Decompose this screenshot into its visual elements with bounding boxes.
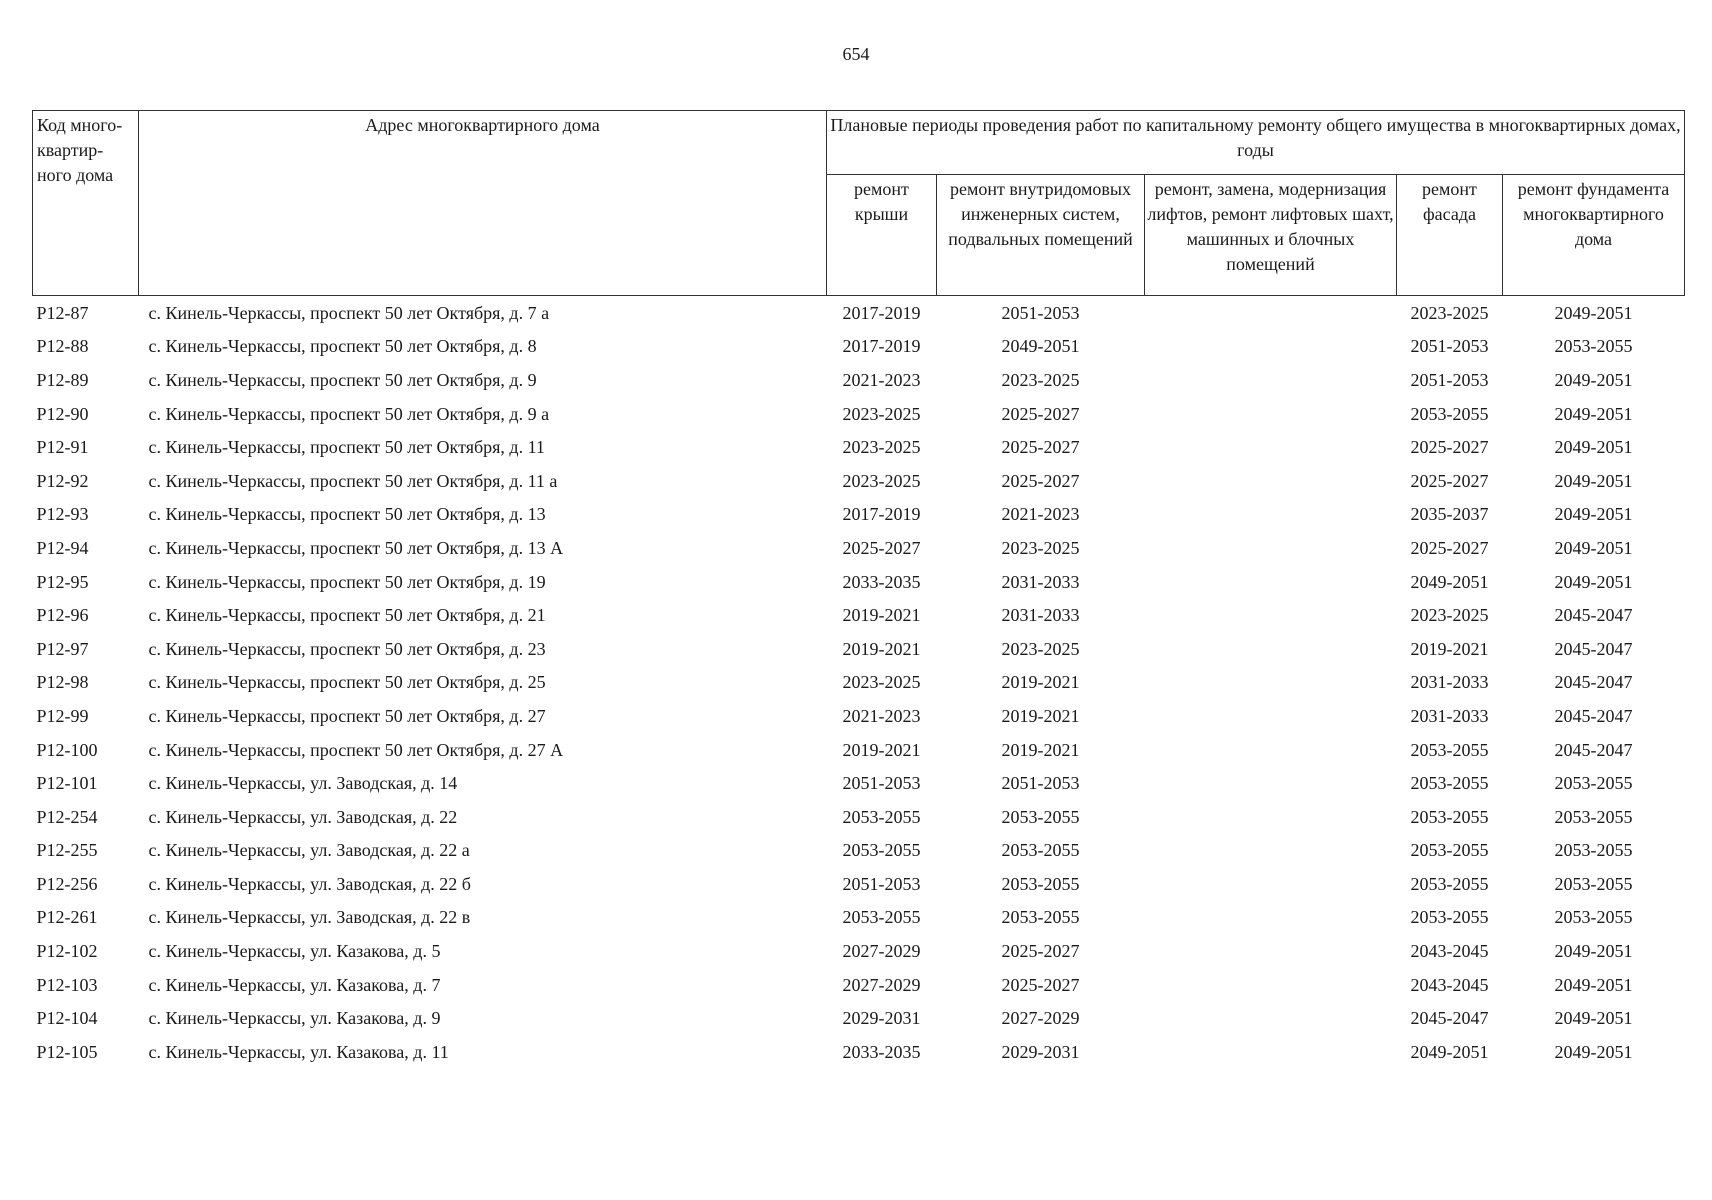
address-cell: с. Кинель-Черкассы, проспект 50 лет Октября, д. 8: [148, 336, 537, 357]
address-cell: с. Кинель-Черкассы, проспект 50 лет Октября, д. 23: [148, 638, 546, 659]
roof-period-cell: 2053-2055: [842, 907, 921, 928]
engineering-period-cell: 2025-2027: [1001, 437, 1080, 458]
house-code-cell: Р12-93: [36, 504, 89, 525]
address-cell: с. Кинель-Черкассы, проспект 50 лет Октября, д. 9: [148, 369, 537, 390]
table-body: [33, 296, 1685, 1069]
lift-period-cell: [1145, 934, 1397, 968]
engineering-period-cell: 2053-2055: [1001, 840, 1080, 861]
lift-period-cell: [1145, 1001, 1397, 1035]
address-cell: с. Кинель-Черкассы, проспект 50 лет Октября, д. 11 а: [148, 470, 558, 491]
table-row: [33, 330, 1685, 364]
facade-period-cell: 2019-2021: [1410, 638, 1489, 659]
engineering-period-cell: 2049-2051: [1001, 336, 1080, 357]
roof-period-cell: 2017-2019: [842, 336, 921, 357]
engineering-period-cell: 2051-2053: [1001, 773, 1080, 794]
table-row: [33, 1001, 1685, 1035]
address-cell: с. Кинель-Черкассы, ул. Заводская, д. 22: [148, 806, 458, 827]
roof-period-cell: 2023-2025: [842, 437, 921, 458]
house-code-cell: Р12-92: [36, 470, 89, 491]
facade-period-cell: 2053-2055: [1410, 739, 1489, 760]
engineering-period-cell: 2025-2027: [1001, 403, 1080, 424]
table-row: [33, 363, 1685, 397]
roof-period-cell: 2051-2053: [842, 773, 921, 794]
house-code-cell: Р12-87: [36, 302, 89, 323]
engineering-period-cell: 2053-2055: [1001, 907, 1080, 928]
roof-period-cell: 2023-2025: [842, 470, 921, 491]
address-cell: с. Кинель-Черкассы, ул. Заводская, д. 22 а: [148, 840, 470, 861]
address-cell: с. Кинель-Черкассы, ул. Заводская, д. 22 б: [148, 873, 471, 894]
facade-period-cell: 2025-2027: [1410, 437, 1489, 458]
facade-period-cell: 2035-2037: [1410, 504, 1489, 525]
foundation-period-cell: 2049-2051: [1554, 369, 1633, 390]
house-code-cell: Р12-88: [36, 336, 89, 357]
engineering-period-cell: 2053-2055: [1001, 873, 1080, 894]
facade-period-cell: 2053-2055: [1410, 773, 1489, 794]
roof-period-cell: 2053-2055: [842, 840, 921, 861]
table-row: [33, 531, 1685, 565]
lift-period-cell: [1145, 296, 1397, 330]
address-cell: с. Кинель-Черкассы, проспект 50 лет Октября, д. 27 А: [148, 739, 564, 760]
header-foundation-repair: ремонт фундамента многоквартирного дома: [1503, 174, 1685, 295]
engineering-period-cell: 2019-2021: [1001, 705, 1080, 726]
house-code-cell: Р12-89: [36, 369, 89, 390]
lift-period-cell: [1145, 867, 1397, 901]
address-cell: с. Кинель-Черкассы, ул. Заводская, д. 14: [148, 773, 458, 794]
house-code-cell: Р12-255: [36, 840, 98, 861]
roof-period-cell: 2019-2021: [842, 739, 921, 760]
roof-period-cell: 2019-2021: [842, 605, 921, 626]
table-row: [33, 1035, 1685, 1069]
house-code-cell: Р12-256: [36, 873, 98, 894]
roof-period-cell: 2023-2025: [842, 403, 921, 424]
address-cell: с. Кинель-Черкассы, проспект 50 лет Октября, д. 27: [148, 705, 546, 726]
facade-period-cell: 2051-2053: [1410, 369, 1489, 390]
address-cell: с. Кинель-Черкассы, проспект 50 лет Октября, д. 11: [148, 437, 545, 458]
header-lift-repair: ремонт, замена, модернизация лифтов, ремонт лифтовых шахт, машинных и блочных помещений: [1145, 174, 1397, 295]
facade-period-cell: 2023-2025: [1410, 302, 1489, 323]
lift-period-cell: [1145, 397, 1397, 431]
address-cell: с. Кинель-Черкассы, проспект 50 лет Октября, д. 13 А: [148, 537, 564, 558]
table-row: [33, 430, 1685, 464]
engineering-period-cell: 2025-2027: [1001, 941, 1080, 962]
foundation-period-cell: 2053-2055: [1554, 840, 1633, 861]
house-code-cell: Р12-101: [36, 773, 98, 794]
foundation-period-cell: 2049-2051: [1554, 1041, 1633, 1062]
foundation-period-cell: 2049-2051: [1554, 470, 1633, 491]
engineering-period-cell: 2023-2025: [1001, 369, 1080, 390]
facade-period-cell: 2045-2047: [1410, 1008, 1489, 1029]
facade-period-cell: 2023-2025: [1410, 605, 1489, 626]
foundation-period-cell: 2049-2051: [1554, 571, 1633, 592]
header-house-code: Код много-квартир-ного дома: [33, 111, 139, 296]
house-code-cell: Р12-99: [36, 705, 89, 726]
lift-period-cell: [1145, 968, 1397, 1002]
header-planned-periods: Плановые периоды проведения работ по капитальному ремонту общего имущества в многоквартирных домах, годы: [827, 111, 1685, 175]
foundation-period-cell: 2049-2051: [1554, 1008, 1633, 1029]
foundation-period-cell: 2049-2051: [1554, 437, 1633, 458]
facade-period-cell: 2025-2027: [1410, 470, 1489, 491]
house-code-cell: Р12-96: [36, 605, 89, 626]
address-cell: с. Кинель-Черкассы, ул. Казакова, д. 11: [148, 1041, 449, 1062]
address-cell: с. Кинель-Черкассы, проспект 50 лет Октября, д. 19: [148, 571, 546, 592]
foundation-period-cell: 2049-2051: [1554, 403, 1633, 424]
page-number: 654: [842, 44, 870, 64]
engineering-period-cell: 2031-2033: [1001, 605, 1080, 626]
lift-period-cell: [1145, 901, 1397, 935]
address-cell: с. Кинель-Черкассы, ул. Казакова, д. 5: [148, 941, 441, 962]
house-code-cell: Р12-90: [36, 403, 89, 424]
table-row: [33, 632, 1685, 666]
table-row: [33, 666, 1685, 700]
facade-period-cell: 2053-2055: [1410, 403, 1489, 424]
lift-period-cell: [1145, 666, 1397, 700]
facade-period-cell: 2043-2045: [1410, 941, 1489, 962]
lift-period-cell: [1145, 363, 1397, 397]
lift-period-cell: [1145, 598, 1397, 632]
lift-period-cell: [1145, 430, 1397, 464]
foundation-period-cell: 2045-2047: [1554, 638, 1633, 659]
table-row: [33, 464, 1685, 498]
foundation-period-cell: 2053-2055: [1554, 806, 1633, 827]
table-row: [33, 766, 1685, 800]
table-row: [33, 699, 1685, 733]
header-facade-repair: ремонт фасада: [1397, 174, 1503, 295]
engineering-period-cell: 2025-2027: [1001, 470, 1080, 491]
table-row: [33, 968, 1685, 1002]
house-code-cell: Р12-254: [36, 806, 98, 827]
foundation-period-cell: 2049-2051: [1554, 941, 1633, 962]
table-row: [33, 498, 1685, 532]
house-code-cell: Р12-98: [36, 672, 89, 693]
address-cell: с. Кинель-Черкассы, проспект 50 лет Октября, д. 9 а: [148, 403, 550, 424]
address-cell: с. Кинель-Черкассы, ул. Заводская, д. 22 в: [148, 907, 471, 928]
roof-period-cell: 2033-2035: [842, 1041, 921, 1062]
facade-period-cell: 2031-2033: [1410, 672, 1489, 693]
foundation-period-cell: 2053-2055: [1554, 907, 1633, 928]
roof-period-cell: 2025-2027: [842, 537, 921, 558]
lift-period-cell: [1145, 565, 1397, 599]
address-cell: с. Кинель-Черкассы, проспект 50 лет Октября, д. 25: [148, 672, 546, 693]
header-engineering-repair: ремонт внутридомовых инженерных систем, подвальных помещений: [937, 174, 1145, 295]
lift-period-cell: [1145, 834, 1397, 868]
foundation-period-cell: 2045-2047: [1554, 605, 1633, 626]
table-row: [33, 733, 1685, 767]
engineering-period-cell: 2031-2033: [1001, 571, 1080, 592]
roof-period-cell: 2019-2021: [842, 638, 921, 659]
roof-period-cell: 2029-2031: [842, 1008, 921, 1029]
engineering-period-cell: 2023-2025: [1001, 537, 1080, 558]
lift-period-cell: [1145, 632, 1397, 666]
foundation-period-cell: 2045-2047: [1554, 705, 1633, 726]
foundation-period-cell: 2053-2055: [1554, 336, 1633, 357]
facade-period-cell: 2053-2055: [1410, 806, 1489, 827]
house-code-cell: Р12-100: [36, 739, 98, 760]
address-cell: с. Кинель-Черкассы, проспект 50 лет Октября, д. 7 а: [148, 302, 550, 323]
address-cell: с. Кинель-Черкассы, проспект 50 лет Октября, д. 13: [148, 504, 546, 525]
foundation-period-cell: 2049-2051: [1554, 302, 1633, 323]
roof-period-cell: 2027-2029: [842, 974, 921, 995]
facade-period-cell: 2025-2027: [1410, 537, 1489, 558]
lift-period-cell: [1145, 766, 1397, 800]
roof-period-cell: 2017-2019: [842, 302, 921, 323]
engineering-period-cell: 2053-2055: [1001, 806, 1080, 827]
facade-period-cell: 2053-2055: [1410, 840, 1489, 861]
house-code-cell: Р12-94: [36, 537, 89, 558]
table-row: [33, 834, 1685, 868]
house-code-cell: Р12-103: [36, 974, 98, 995]
lift-period-cell: [1145, 498, 1397, 532]
table-row: [33, 800, 1685, 834]
header-roof-repair: ремонт крыши: [827, 174, 937, 295]
capital-repair-schedule-table: [32, 110, 1685, 1069]
facade-period-cell: 2049-2051: [1410, 571, 1489, 592]
house-code-cell: Р12-91: [36, 437, 89, 458]
foundation-period-cell: 2049-2051: [1554, 504, 1633, 525]
header-address: Адрес многоквартирного дома: [139, 111, 827, 296]
address-cell: с. Кинель-Черкассы, проспект 50 лет Октября, д. 21: [148, 605, 546, 626]
roof-period-cell: 2017-2019: [842, 504, 921, 525]
table-row: [33, 867, 1685, 901]
address-cell: с. Кинель-Черкассы, ул. Казакова, д. 7: [148, 974, 441, 995]
house-code-cell: Р12-261: [36, 907, 98, 928]
table-row: [33, 901, 1685, 935]
foundation-period-cell: 2053-2055: [1554, 873, 1633, 894]
foundation-period-cell: 2045-2047: [1554, 739, 1633, 760]
roof-period-cell: 2023-2025: [842, 672, 921, 693]
engineering-period-cell: 2021-2023: [1001, 504, 1080, 525]
engineering-period-cell: 2019-2021: [1001, 739, 1080, 760]
table-row: [33, 934, 1685, 968]
roof-period-cell: 2033-2035: [842, 571, 921, 592]
table-row: [33, 598, 1685, 632]
foundation-period-cell: 2053-2055: [1554, 773, 1633, 794]
roof-period-cell: 2021-2023: [842, 369, 921, 390]
lift-period-cell: [1145, 531, 1397, 565]
engineering-period-cell: 2023-2025: [1001, 638, 1080, 659]
table-row: [33, 296, 1685, 330]
roof-period-cell: 2053-2055: [842, 806, 921, 827]
foundation-period-cell: 2049-2051: [1554, 974, 1633, 995]
lift-period-cell: [1145, 330, 1397, 364]
roof-period-cell: 2027-2029: [842, 941, 921, 962]
facade-period-cell: 2053-2055: [1410, 873, 1489, 894]
engineering-period-cell: 2025-2027: [1001, 974, 1080, 995]
house-code-cell: Р12-95: [36, 571, 89, 592]
facade-period-cell: 2053-2055: [1410, 907, 1489, 928]
engineering-period-cell: 2029-2031: [1001, 1041, 1080, 1062]
engineering-period-cell: 2051-2053: [1001, 302, 1080, 323]
house-code-cell: Р12-104: [36, 1008, 98, 1029]
facade-period-cell: 2049-2051: [1410, 1041, 1489, 1062]
facade-period-cell: 2043-2045: [1410, 974, 1489, 995]
house-code-cell: Р12-105: [36, 1041, 98, 1062]
table-row: [33, 565, 1685, 599]
roof-period-cell: 2021-2023: [842, 705, 921, 726]
house-code-cell: Р12-97: [36, 638, 89, 659]
lift-period-cell: [1145, 733, 1397, 767]
address-cell: с. Кинель-Черкассы, ул. Казакова, д. 9: [148, 1008, 441, 1029]
roof-period-cell: 2051-2053: [842, 873, 921, 894]
lift-period-cell: [1145, 699, 1397, 733]
engineering-period-cell: 2027-2029: [1001, 1008, 1080, 1029]
lift-period-cell: [1145, 464, 1397, 498]
foundation-period-cell: 2045-2047: [1554, 672, 1633, 693]
lift-period-cell: [1145, 800, 1397, 834]
table-row: [33, 397, 1685, 431]
foundation-period-cell: 2049-2051: [1554, 537, 1633, 558]
lift-period-cell: [1145, 1035, 1397, 1069]
table-header: [33, 111, 1685, 296]
facade-period-cell: 2051-2053: [1410, 336, 1489, 357]
engineering-period-cell: 2019-2021: [1001, 672, 1080, 693]
house-code-cell: Р12-102: [36, 941, 98, 962]
facade-period-cell: 2031-2033: [1410, 705, 1489, 726]
